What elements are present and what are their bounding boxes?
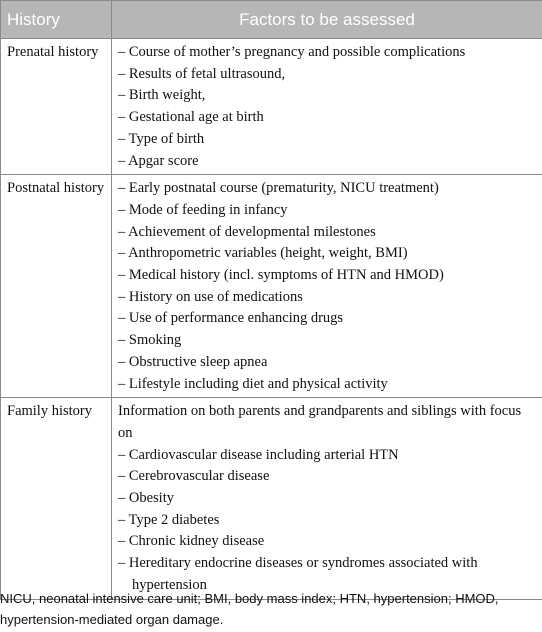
list-item: – Lifestyle including diet and physical activity [118, 375, 388, 392]
list-item: – Birth weight, [118, 87, 206, 104]
list-item: – Cardiovascular disease including arterial HTN [118, 446, 399, 463]
table-row-postnatal [1, 175, 542, 398]
list-item: – Type of birth [118, 130, 205, 147]
list-item: – Obesity [118, 490, 174, 507]
factor-list-family [118, 445, 538, 597]
list-item: – History on use of medications [118, 288, 303, 305]
list-item: – Gestational age at birth [118, 109, 264, 126]
factors-postnatal [112, 175, 542, 398]
list-item: – Smoking [118, 332, 182, 349]
list-item: – Chronic kidney disease [118, 533, 265, 550]
list-item: – Hereditary endocrine diseases or syndromes associated with hypertension [118, 555, 478, 593]
list-item: – Use of performance enhancing drugs [118, 310, 344, 327]
factor-list-postnatal [118, 178, 538, 395]
category-postnatal-history: Postnatal history [1, 175, 112, 398]
list-item: – Course of mother’s pregnancy and possible complications [118, 44, 466, 60]
list-item: – Early postnatal course (prematurity, NICU treatment) [118, 180, 439, 197]
list-item: – Anthropometric variables (height, weight, BMI) [118, 245, 408, 262]
category-prenatal-history: Prenatal history [1, 39, 112, 175]
list-item: – Results of fetal ultrasound, [118, 65, 286, 82]
list-item: – Mode of feeding in infancy [118, 201, 288, 218]
factors-family [112, 398, 542, 599]
table-footnote: NICU, neonatal intensive care unit; BMI, body mass index; HTN, hypertension; HMOD, hypertension-mediated organ damage. [0, 591, 499, 627]
list-item: – Cerebrovascular disease [118, 468, 270, 485]
list-item: – Medical history (incl. symptoms of HTN and HMOD) [118, 267, 444, 284]
list-item: – Obstructive sleep apnea [118, 353, 268, 370]
factor-list-prenatal [118, 42, 538, 172]
header-history: History [1, 1, 112, 39]
list-item: – Achievement of developmental milestones [118, 223, 376, 240]
list-item: – Type 2 diabetes [118, 511, 220, 528]
table-header-row [1, 1, 542, 39]
table-row-family [1, 398, 542, 599]
category-family-history: Family history [1, 398, 112, 599]
list-item: – Apgar score [118, 152, 199, 169]
table-row-prenatal [1, 39, 542, 175]
family-history-intro: Information on both parents and grandparents and siblings with focus on [118, 403, 522, 441]
factors-prenatal [112, 39, 542, 175]
header-factors: Factors to be assessed [112, 1, 542, 39]
